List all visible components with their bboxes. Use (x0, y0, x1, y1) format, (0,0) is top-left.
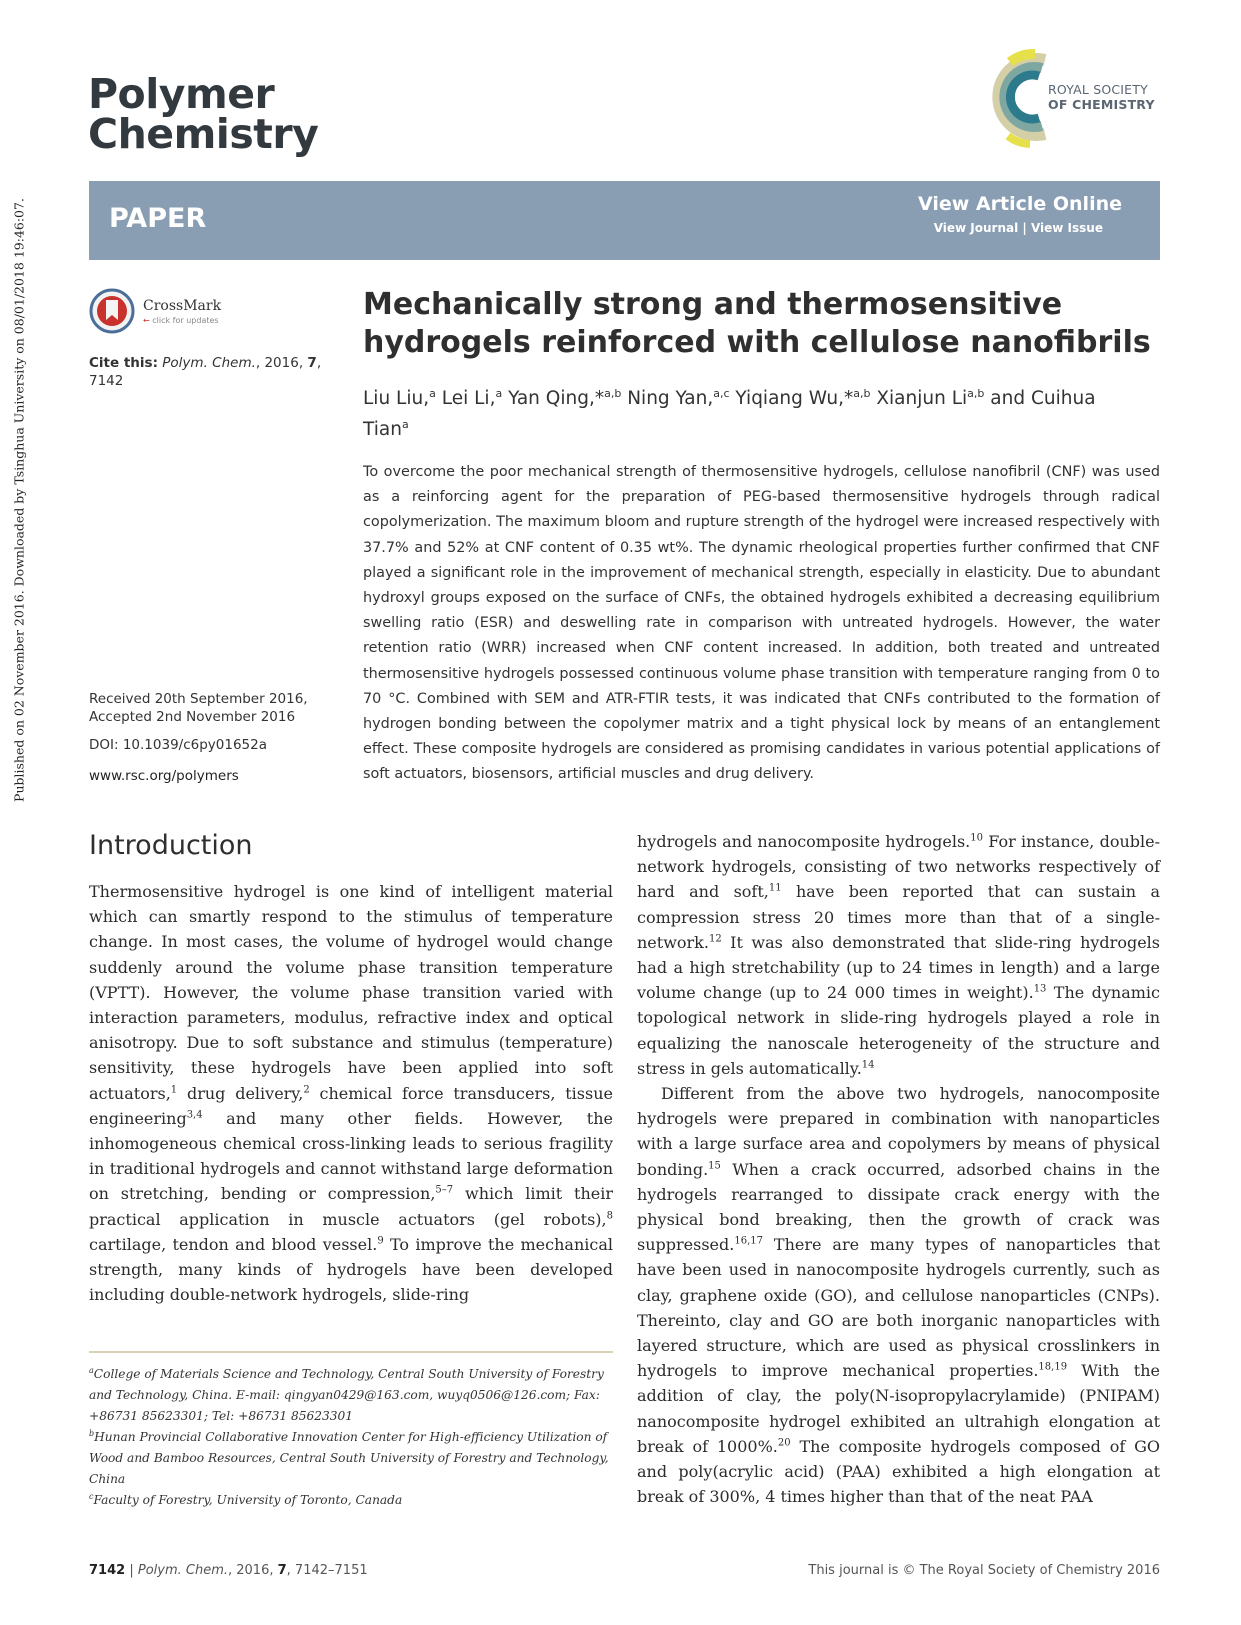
paragraph (89, 879, 613, 1307)
author-affiliation: a,c (713, 387, 730, 400)
text-run: For instance, double-network hydrogels, consisting of two networks respectively of hard and soft, (637, 832, 1161, 902)
journal-title-line1: Polymer (88, 70, 275, 118)
text-run: Different from the above two hydrogels, nanocomposite hydrogels were prepared in combination with nanoparticles with a large surface area and copolymers by means of physical bonding. (637, 1084, 1160, 1179)
article-title-line1: Mechanically strong and thermosensitive (363, 287, 1063, 322)
text-run: It was also demonstrated that slide-ring hydrogels had a high stretchability (up to 24 times in length) and a large volume change (up to 24 000 times in weight). (637, 932, 1160, 1003)
section-heading-introduction: Introduction (89, 830, 253, 861)
copyright-notice: This journal is © The Royal Society of Chemistry 2016 (808, 1563, 1160, 1578)
journal-title (88, 70, 319, 158)
text-run: drug delivery, (177, 1083, 304, 1103)
accepted-date: Accepted 2nd November 2016 (89, 709, 296, 725)
text-run: When a crack occurred, adsorbed chains in the hydrogels rearranged to dissipate crack energy with the physical bond breaking, then the growth of crack was suppressed. (637, 1159, 1160, 1255)
rsc-logo-line1: ROYAL SOCIETY (1048, 82, 1148, 97)
reference-marker[interactable]: 18,19 (1038, 1361, 1068, 1373)
text-run: To improve the mechanical strength, many kinds of hydrogels have been developed including double-network hydrogels, slide-ring (89, 1234, 613, 1305)
footer-year: , 2016, (228, 1563, 278, 1578)
reference-marker[interactable]: 11 (768, 883, 782, 895)
banner-links (934, 221, 1103, 235)
footnote-marker: b (89, 1428, 95, 1438)
cite-journal: Polym. Chem. (162, 355, 256, 371)
cite-year: , 2016, (255, 355, 308, 371)
reference-marker[interactable]: 5–7 (435, 1185, 454, 1197)
banner-link-separator: | (1022, 221, 1027, 235)
text-run: The composite hydrogels composed of GO and poly(acrylic acid) (PAA) exhibited a high elongation at break of 300%, 4 times higher than that of the neat PAA (637, 1436, 1160, 1507)
view-issue-link[interactable]: View Issue (1030, 221, 1103, 235)
footnote-text: Hunan Provincial Collaborative Innovation Center for High-efficiency Utilization of Wood and Bamboo Resources, Central South University of Forestry and Technology, China (89, 1430, 609, 1486)
download-watermark-text: Published on 02 November 2016. Downloaded by Tsinghua University on 08/01/2018 19:46:07. (11, 198, 27, 802)
received-dates (89, 690, 329, 726)
crossmark-label: CrossMark (143, 298, 222, 314)
text-run: With the addition of clay, the poly(N-isopropylacrylamide) (PNIPAM) nanocomposite hydrogel exhibited an ultrahigh elongation at break of 1000%. (637, 1361, 1161, 1456)
text-run: which limit their practical application in muscle actuators (gel robots), (89, 1184, 614, 1229)
author: Yan Qing,* (502, 388, 605, 410)
reference-marker[interactable]: 15 (708, 1160, 721, 1172)
cite-volume: 7 (307, 355, 317, 371)
footer-separator: | (129, 1563, 134, 1578)
rsc-logo-line2: OF CHEMISTRY (1048, 97, 1155, 112)
author-affiliation: a,b (967, 387, 985, 400)
crossmark-icon (89, 288, 135, 334)
reference-marker[interactable]: 8 (606, 1210, 613, 1222)
author-affiliation: a (401, 418, 409, 432)
author: Yiqiang Wu,* (729, 388, 854, 410)
reference-marker[interactable]: 10 (970, 832, 984, 844)
reference-marker[interactable]: 3,4 (186, 1109, 203, 1121)
footnote-marker: a (89, 1365, 94, 1375)
cite-page: 7142 (89, 373, 124, 389)
footnote-marker: c (89, 1491, 94, 1501)
paragraph (637, 1081, 1160, 1509)
author-affiliation: a,b (853, 387, 871, 400)
text-run: Thermosensitive hydrogel is one kind of intelligent material which can smartly respond to the stimulus of temperature change. In most cases, the volume of hydrogel would change suddenly around the volume phase transition temperature (VPTT). However, the volume phase transition varied with interaction parameters, modulus, refractive index and optical anisotropy. Due to soft substance and stimulus (temperature) sensitivity, these hydrogels have been applied into soft actuators, (89, 882, 613, 1103)
footnote-text: College of Materials Science and Technology, Central South University of Forestry and Technology, China. E-mail: qingyan0429@163.com, wuyq0506@126.com; Fax: +86731 85623301; Tel: +86731 85623301 (89, 1367, 604, 1423)
author-affiliation: a (429, 387, 436, 400)
author: Xianjun Li (870, 388, 968, 410)
article-banner (89, 181, 1160, 260)
download-watermark (0, 0, 38, 1000)
journal-title-line2: Chemistry (88, 110, 319, 158)
page-number: 7142 (89, 1563, 126, 1578)
reference-marker[interactable]: 2 (303, 1084, 310, 1096)
reference-marker[interactable]: 20 (777, 1437, 791, 1449)
journal-website-link[interactable]: www.rsc.org/polymers (89, 768, 239, 784)
text-run: There are many types of nanoparticles that have been used in nanocomposite hydrogels currently, such as clay, graphene oxide (GO), and cellulose nanoparticles (CNPs). Thereinto, clay and GO are both inorganic nanoparticles with layered structure, which are used as physical crosslinkers in hydrogels to improve mechanical properties. (637, 1235, 1160, 1381)
reference-marker[interactable]: 16,17 (734, 1235, 763, 1247)
author-list (363, 381, 1123, 443)
citation-info (89, 354, 329, 390)
body-column-left (89, 879, 613, 1307)
received-date: Received 20th September 2016, (89, 691, 308, 707)
text-run: chemical force transducers, tissue engineering (89, 1083, 613, 1128)
rsc-logo[interactable] (990, 42, 1155, 152)
abstract: To overcome the poor mechanical strength of thermosensitive hydrogels, cellulose nanofibril (CNF) was used as a reinforcing agent for the preparation of PEG-based thermosensitive hydrogels through radical copolymerization. The maximum bloom and rupture strength of the hydrogel were increased respectively with 37.7% and 52% at CNF content of 0.35 wt%. The dynamic rheological properties further confirmed that CNF played a significant role in the improvement of mechanical strength, especially in elasticity. Due to abundant hydroxyl groups exposed on the surface of CNFs, the obtained hydrogels exhibited a decreasing equilibrium swelling ratio (ESR) and deswelling rate in comparison with untreated hydrogels. However, the water retention ratio (WRR) increased when CNF content increased. In addition, both treated and untreated thermosensitive hydrogels possessed continuous volume phase transition with temperature ranging from 0 to 70 °C. Combined with SEM and ATR-FTIR tests, it was indicated that CNFs contributed to the formation of hydrogen bonding between the copolymer matrix and a tight physical lock by means of an entanglement effect. These composite hydrogels are considered as promising candidates in various potential applications of soft actuators, biosensors, artificial muscles and drug delivery. (363, 464, 1160, 783)
article-type-label: PAPER (109, 203, 207, 234)
affiliation-footnotes (89, 1364, 613, 1511)
author: Lei Li, (435, 388, 496, 410)
reference-marker[interactable]: 14 (861, 1059, 875, 1071)
arrow-left-icon: ← (143, 316, 150, 325)
page-footer-left (89, 1563, 368, 1578)
text-run: hydrogels and nanocomposite hydrogels. (637, 832, 971, 851)
view-journal-link[interactable]: View Journal (933, 221, 1019, 235)
footnote (89, 1364, 613, 1427)
doi[interactable]: DOI: 10.1039/c6py01652a (89, 737, 268, 753)
author: Ning Yan, (621, 388, 714, 410)
paragraph (637, 829, 1160, 1081)
footer-volume: 7 (277, 1563, 287, 1578)
footer-journal: Polym. Chem. (137, 1563, 228, 1578)
footnote-text: Faculty of Forestry, University of Toronto, Canada (93, 1493, 403, 1507)
body-column-right (637, 829, 1160, 1509)
author-affiliation: a,b (604, 387, 622, 400)
footer-pages: , 7142–7151 (286, 1563, 368, 1578)
view-article-online-link[interactable]: View Article Online (918, 193, 1122, 215)
text-run: cartilage, tendon and blood vessel. (89, 1234, 378, 1254)
text-run: The dynamic topological network in slide-ring hydrogels played a role in equalizing the nanoscale heterogeneity of the structure and stress in gels automatically. (637, 983, 1160, 1078)
footnote (89, 1427, 613, 1490)
author: Liu Liu, (363, 388, 430, 410)
cite-label: Cite this: (89, 355, 158, 371)
crossmark-sublabel (143, 316, 219, 325)
crossmark-badge[interactable] (89, 288, 249, 338)
footnote-divider (89, 1351, 613, 1353)
footnote (89, 1490, 613, 1511)
author: and Cuihua Tian (363, 388, 1096, 441)
reference-marker[interactable]: 13 (1033, 983, 1047, 995)
article-title (363, 286, 1163, 362)
reference-marker[interactable]: 9 (377, 1235, 384, 1247)
author-affiliation: a (495, 387, 503, 400)
crossmark-sub-text: click for updates (152, 316, 219, 325)
reference-marker[interactable]: 12 (708, 933, 722, 945)
text-run: and many other fields. However, the inhomogeneous chemical cross-linking leads to serious fragility in traditional hydrogels and cannot withstand large deformation on stretching, bending or compression, (89, 1108, 613, 1204)
cite-sep: , (316, 355, 322, 371)
article-title-line2: hydrogels reinforced with cellulose nanofibrils (363, 325, 1151, 360)
text-run: have been reported that can sustain a compression stress 20 times more than that of a single-network. (637, 882, 1160, 952)
reference-marker[interactable]: 1 (170, 1084, 178, 1096)
